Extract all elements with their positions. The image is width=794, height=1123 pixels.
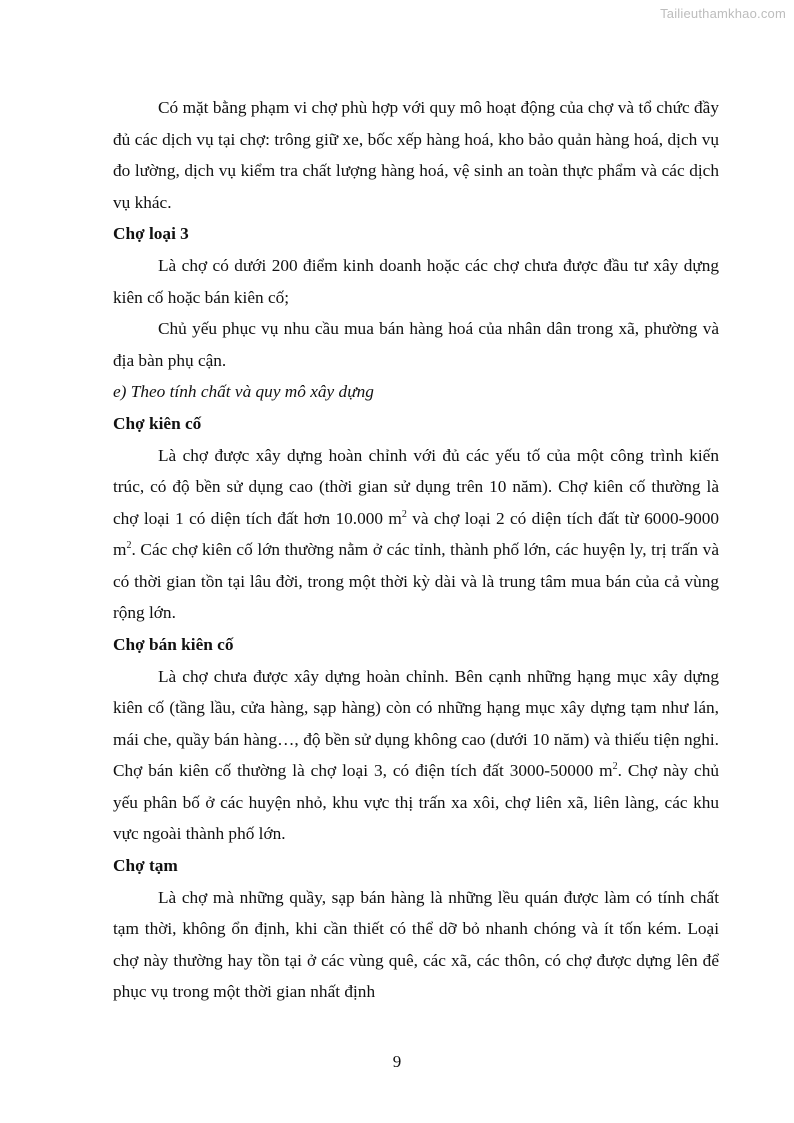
- heading-cho-loai-3: Chợ loại 3: [113, 224, 189, 243]
- paragraph-facilities: Có mặt bằng phạm vi chợ phù hợp với quy mô hoạt động của chợ và tổ chức đầy đủ các dịch vụ tại chợ: trông giữ xe, bốc xếp hàng hoá, kho bảo quản hàng hoá, dịch vụ đo lường, dịch vụ kiểm tra chất lượng hàng hoá, vệ sinh an toàn thực phẩm và các dịch vụ khác.: [113, 98, 719, 212]
- paragraph-loai3-definition: Là chợ có dưới 200 điểm kinh doanh hoặc các chợ chưa được đầu tư xây dựng kiên cố hoặc bán kiên cố;: [113, 256, 719, 307]
- text-run: . Các chợ kiên cố lớn thường nằm ở các tỉnh, thành phố lớn, các huyện ly, trị trấn và có thời gian tồn tại lâu đời, trong một thời kỳ dài và là trung tâm mua bán của cả vùng rộng lớn.: [113, 540, 719, 622]
- page-number: 9: [392, 1052, 402, 1071]
- superscript: 2: [126, 540, 132, 551]
- text-run: Là chợ chưa được xây dựng hoàn chỉnh. Bên cạnh những hạng mục xây dựng kiên cố (tầng lầu, cửa hàng, sạp hàng) còn có những hạng mục xây dựng tạm như lán, mái che, quầy bán hàng…, độ bền sử dụng không cao (dưới 10 năm) và thiếu tiện nghi. Chợ bán kiên cố thường là chợ loại 3, có điện tích đất 3000-50000 m: [113, 666, 719, 780]
- heading-cho-ban-kien-co: Chợ bán kiên cố: [113, 634, 234, 654]
- subsection-e-title: e) Theo tính chất và quy mô xây dựng: [113, 382, 374, 401]
- paragraph-kien-co: [113, 440, 719, 629]
- text-run: . Chợ này chủ yếu phân bố ở các huyện nhỏ, khu vực thị trấn xa xôi, chợ liên xã, liên làng, các khu vực ngoài thành phố lớn.: [113, 761, 719, 843]
- heading-cho-kien-co: Chợ kiên cố: [113, 413, 202, 433]
- text-run: Là chợ được xây dựng hoàn chỉnh với đủ các yếu tố của một công trình kiến trúc, có độ bền sử dụng cao (thời gian sử dụng trên 10 năm). Chợ kiên cố thường là chợ loại 1 có diện tích đất hơn 10.000 m: [113, 445, 719, 528]
- page-body: [113, 92, 719, 1008]
- superscript: 2: [401, 508, 407, 520]
- watermark: Tailieuthamkhao.com: [660, 6, 786, 21]
- paragraph-cho-tam: Là chợ mà những quầy, sạp bán hàng là những lều quán được làm có tính chất tạm thời, không ổn định, khi cần thiết có thể dỡ bỏ nhanh chóng và ít tốn kém. Loại chợ này thường hay tồn tại ở các vùng quê, các xã, các thôn, có chợ được dựng lên để phục vụ trong một thời gian nhất định: [113, 887, 719, 1001]
- heading-cho-tam: Chợ tạm: [113, 855, 178, 875]
- superscript: 2: [612, 761, 618, 772]
- paragraph-loai3-purpose: Chủ yếu phục vụ nhu cầu mua bán hàng hoá của nhân dân trong xã, phường và địa bàn phụ cận.: [113, 319, 719, 370]
- paragraph-ban-kien-co: [113, 661, 719, 850]
- text-run: và chợ loại 2 có diện tích đất từ 6000-9000 m: [113, 508, 719, 559]
